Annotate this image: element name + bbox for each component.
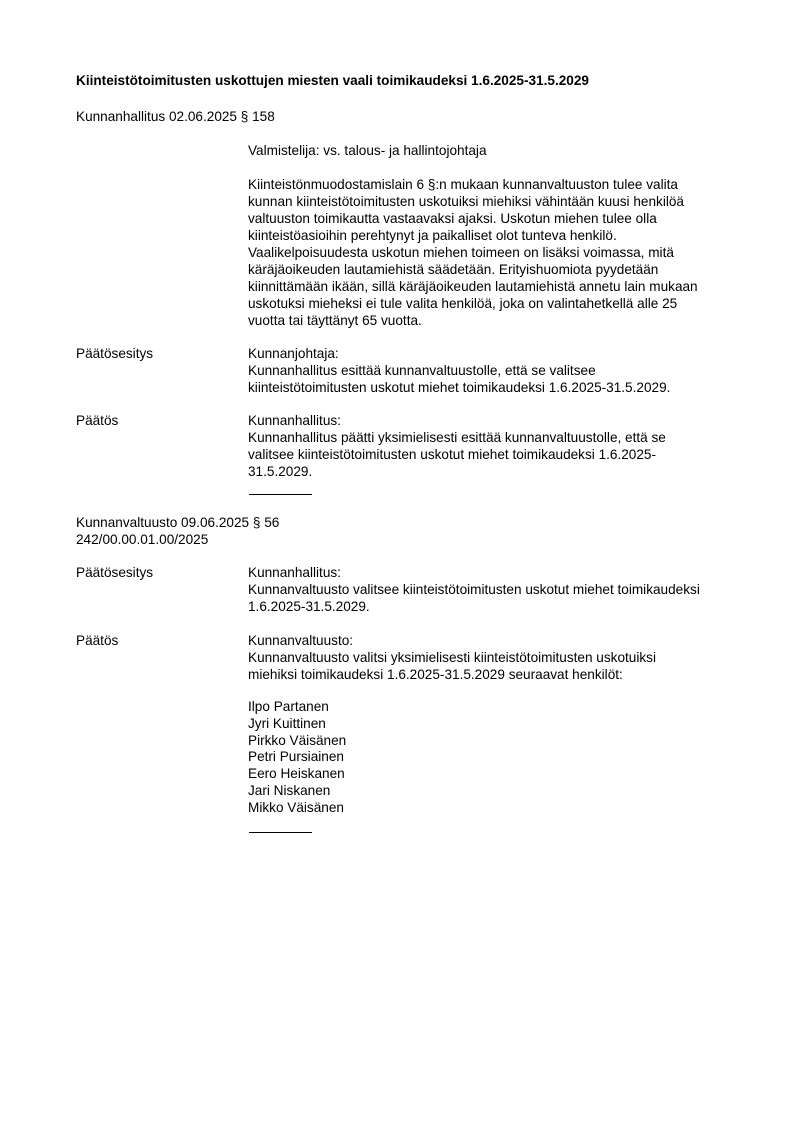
background-line: kiinteistöasioihin perehtynyt ja paikalliset olot tunteva henkilö. (248, 228, 617, 243)
list-item: Ilpo Partanen (248, 699, 329, 714)
elected-persons-list (248, 699, 743, 817)
council-decision-line: miehiksi toimikaudeksi 1.6.2025-31.5.2029 seuraavat henkilöt: (248, 667, 623, 682)
section-divider (249, 494, 312, 495)
record-number: 242/00.00.01.00/2025 (76, 532, 209, 547)
board-decision-line: 31.5.2029. (248, 464, 313, 479)
background-line: uskotuksi mieheksi ei tule valita henkilöä, joka on valintahetkellä alle 25 (248, 296, 678, 311)
background-paragraph (248, 176, 743, 329)
council-decision-line: Kunnanvaltuusto valitsi yksimielisesti kiinteistötoimitusten uskotuiksi (248, 650, 656, 665)
background-line: käräjäoikeuden lautamiehistä säädetään. Erityishuomiota pyydetään (248, 262, 659, 277)
list-item: Eero Heiskanen (248, 766, 345, 782)
council-proposal-text (248, 564, 743, 615)
council-decision-label: Päätös (76, 633, 119, 648)
list-item: Jyri Kuittinen (248, 715, 326, 731)
board-decision-line: valitsee kiinteistötoimitusten uskotut miehet toimikaudeksi 1.6.2025- (248, 447, 657, 462)
background-line: valtuuston toimikautta vastaavaksi ajaksi. Uskotun miehen tulee olla (248, 211, 657, 226)
council-proposal-label: Päätösesitys (76, 565, 154, 580)
council-section-header: Kunnanvaltuusto 09.06.2025 § 56 (76, 515, 280, 530)
board-section-header: Kunnanhallitus 02.06.2025 § 158 (76, 109, 275, 124)
board-decision-line: Kunnanhallitus: (248, 413, 341, 428)
board-decision-text (248, 412, 743, 480)
board-proposal-text (248, 345, 743, 396)
background-line: Kiinteistönmuodostamislain 6 §:n mukaan kunnanvaltuuston tulee valita (248, 177, 678, 192)
board-proposal-line: kiinteistötoimitusten uskotut miehet toimikaudeksi 1.6.2025-31.5.2029. (248, 380, 671, 395)
council-decision-text (248, 632, 743, 683)
list-item: Pirkko Väisänen (248, 732, 347, 748)
board-proposal-label: Päätösesitys (76, 346, 154, 361)
list-item: Petri Pursiainen (248, 749, 344, 765)
council-decision-line: Kunnanvaltuusto: (248, 633, 354, 648)
board-proposal-line: Kunnanhallitus esittää kunnanvaltuustolle, että se valitsee (248, 363, 596, 378)
list-item: Jari Niskanen (248, 782, 331, 798)
background-line: Vaalikelpoisuudesta uskotun miehen toimeen on lisäksi voimassa, mitä (248, 245, 674, 260)
background-line: kiinnittämään ikään, sillä käräjäoikeuden lautamiehistä annetu lain mukaan (248, 279, 698, 294)
council-proposal-line: Kunnanhallitus: (248, 565, 341, 580)
list-item: Mikko Väisänen (248, 799, 344, 815)
section-divider (249, 832, 312, 833)
background-line: vuotta tai täyttänyt 65 vuotta. (248, 313, 422, 328)
document-title: Kiinteistötoimitusten uskottujen miesten vaali toimikaudeksi 1.6.2025-31.5.2029 (76, 73, 589, 88)
council-proposal-line: Kunnanvaltuusto valitsee kiinteistötoimitusten uskotut miehet toimikaudeksi (248, 582, 700, 597)
board-decision-label: Päätös (76, 413, 119, 428)
background-line: kunnan kiinteistötoimitusten uskotuiksi miehiksi vähintään kuusi henkilöä (248, 194, 684, 209)
preparer-line: Valmistelija: vs. talous- ja hallintojohtaja (248, 143, 487, 158)
board-proposal-line: Kunnanjohtaja: (248, 346, 339, 361)
board-decision-line: Kunnanhallitus päätti yksimielisesti esittää kunnanvaltuustolle, että se (248, 430, 666, 445)
council-proposal-line: 1.6.2025-31.5.2029. (248, 599, 370, 614)
